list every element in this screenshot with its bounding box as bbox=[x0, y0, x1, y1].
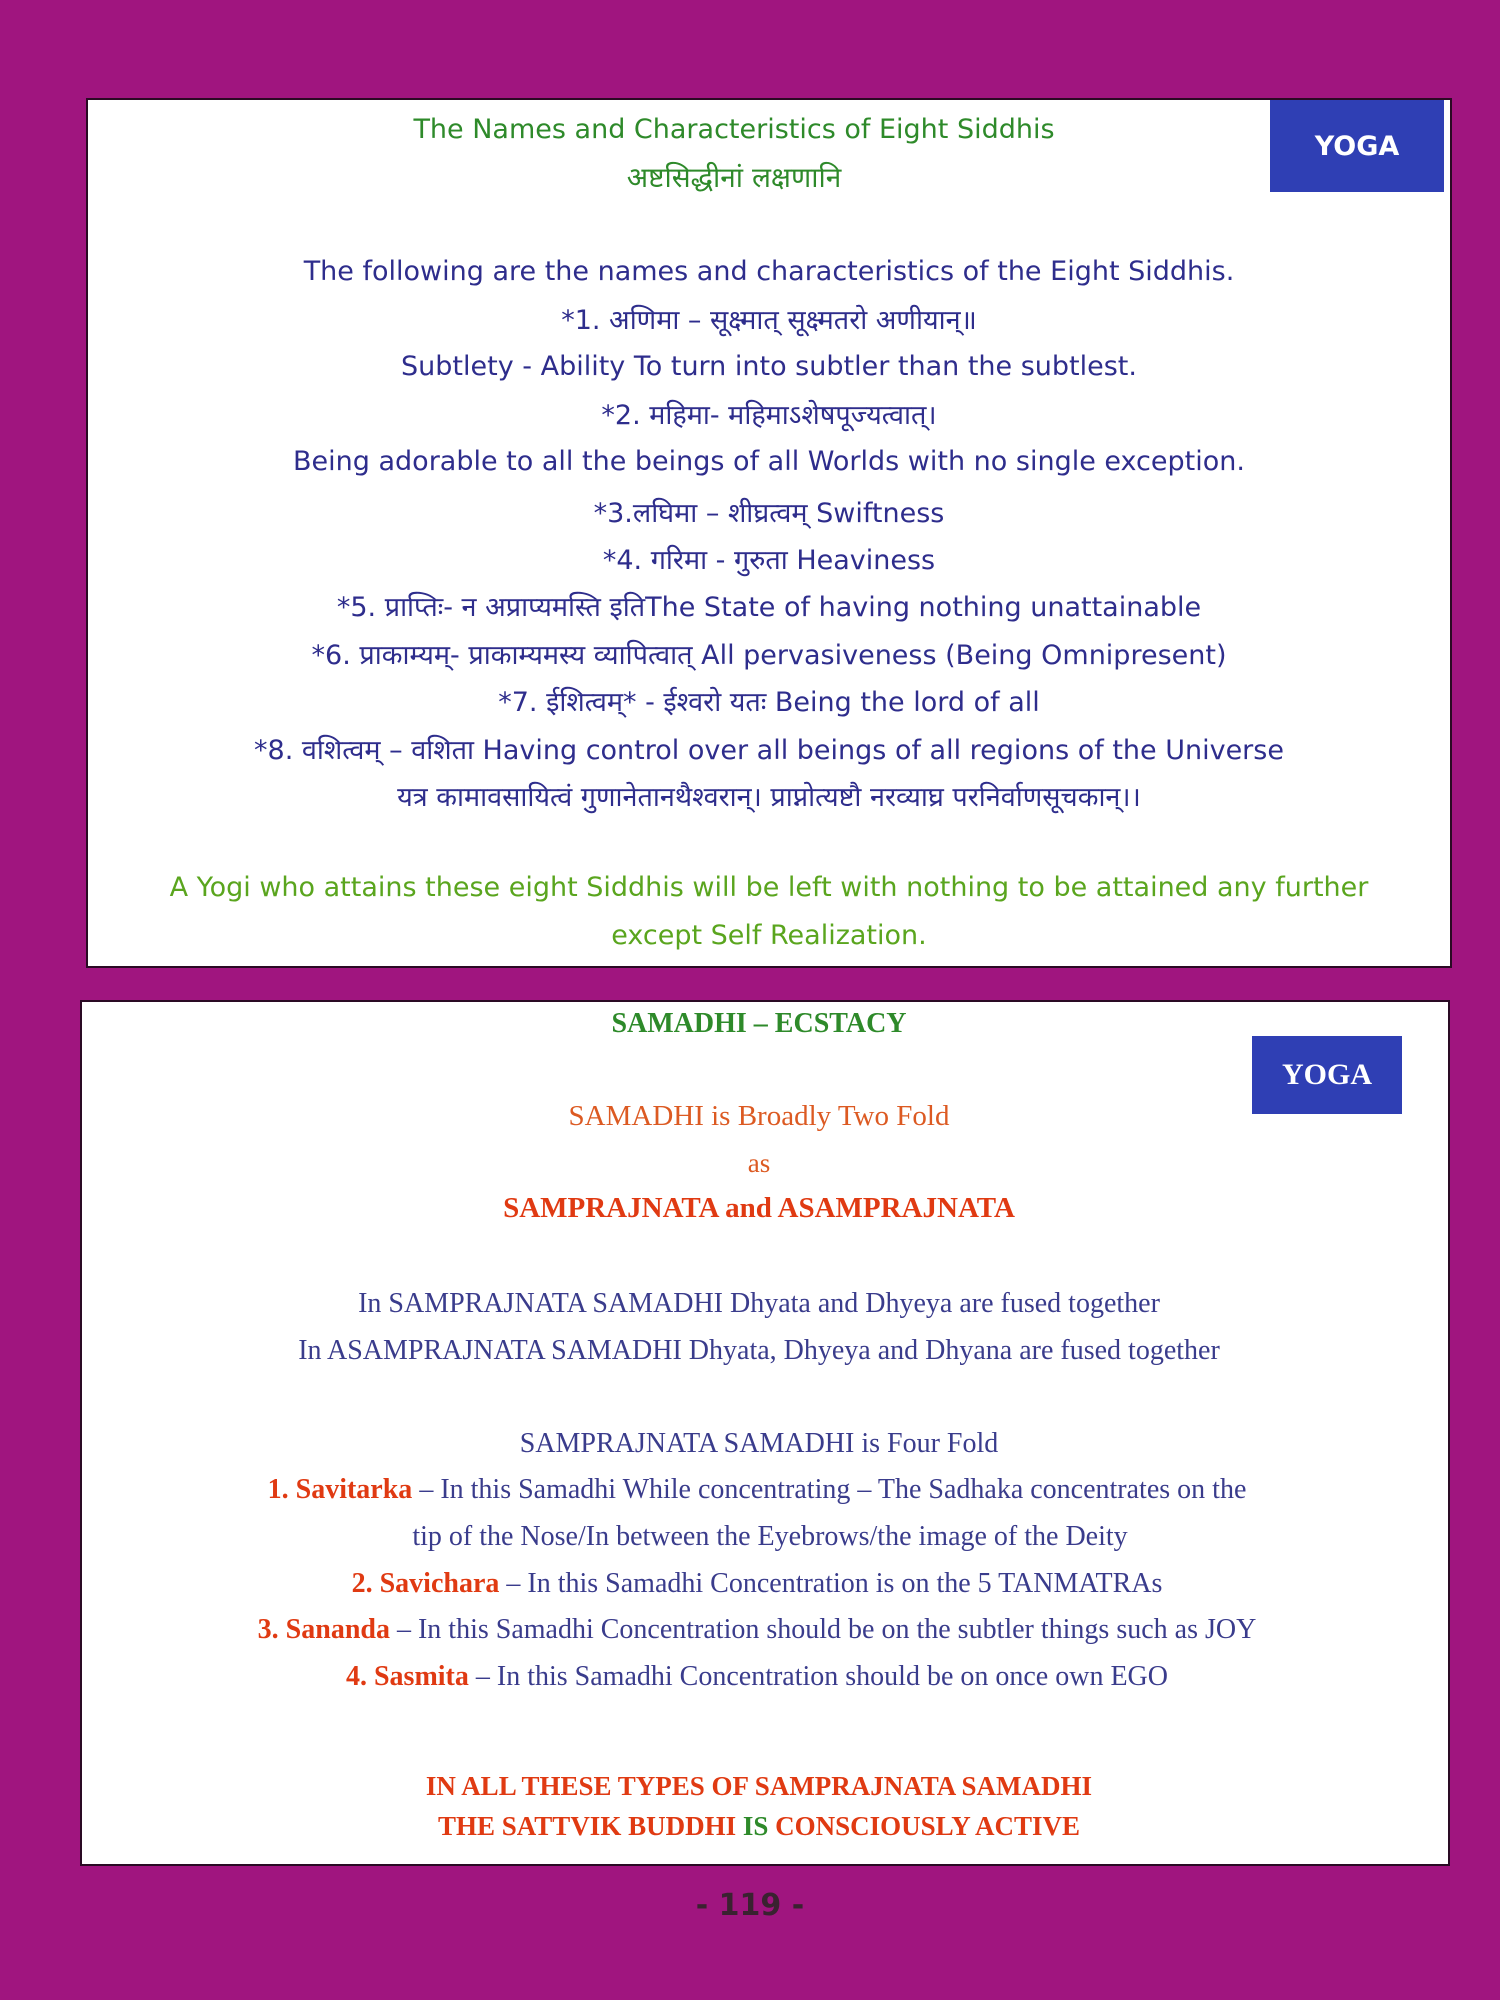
siddhis-title-sanskrit: अष्टसिद्धीनां लक्षणानि bbox=[626, 161, 842, 194]
footer-consciously: CONSCIOUSLY ACTIVE bbox=[775, 1811, 1080, 1841]
list-item bbox=[66, 1474, 1448, 1506]
samadhi-fourfold: SAMPRAJNATA SAMADHI is Four Fold bbox=[519, 1428, 999, 1459]
siddhi-line: *7. ईशित्वम्* - ईश्वरो यतः Being the lord of all bbox=[498, 687, 1040, 718]
page-number: - 119 - bbox=[695, 1888, 805, 1923]
siddhis-conclusion: A Yogi who attains these eight Siddhis will be left with nothing to be attained any further bbox=[169, 872, 1369, 903]
list-item bbox=[66, 1661, 1448, 1693]
samadhi-subtitle: SAMADHI is Broadly Two Fold bbox=[568, 1100, 950, 1132]
samadhi-fused-1: In SAMPRAJNATA SAMADHI Dhyata and Dhyeya are fused together bbox=[358, 1288, 1160, 1319]
footer-sattvik: THE SATTVIK BUDDHI bbox=[438, 1811, 737, 1841]
siddhi-line: *6. प्राकाम्यम्- प्राकाम्यमस्य व्यापित्वात् All pervasiveness (Being Omnipresent) bbox=[311, 640, 1227, 671]
list-item-label: 1. Savitarka bbox=[267, 1474, 413, 1505]
samadhi-footer-1: IN ALL THESE TYPES OF SAMPRAJNATA SAMADHI bbox=[425, 1771, 1093, 1801]
list-item-label: 3. Sananda bbox=[257, 1614, 390, 1645]
yoga-badge: YOGA bbox=[1270, 100, 1444, 192]
list-item bbox=[66, 1568, 1448, 1600]
siddhi-line: *1. अणिमा – सूक्ष्मात् सूक्ष्मतरो अणीयान्॥ bbox=[561, 305, 977, 336]
list-item-text: – In this Samadhi Concentration should be on the subtler things such as JOY bbox=[389, 1614, 1257, 1645]
siddhi-line: Subtlety - Ability To turn into subtler than the subtlest. bbox=[401, 351, 1137, 382]
siddhi-line: *8. वशित्वम् – वशिता Having control over all beings of all regions of the Universe bbox=[254, 735, 1284, 766]
samadhi-title: SAMADHI – ECSTACY bbox=[611, 1008, 907, 1039]
siddhi-line: Being adorable to all the beings of all Worlds with no single exception. bbox=[293, 446, 1245, 477]
list-item-text: – In this Samadhi Concentration should be on once own EGO bbox=[468, 1661, 1169, 1692]
list-item-label: 4. Sasmita bbox=[345, 1661, 469, 1692]
list-item-text: – In this Samadhi Concentration is on the 5 TANMATRAs bbox=[499, 1568, 1163, 1599]
list-item bbox=[66, 1614, 1448, 1646]
siddhis-panel bbox=[86, 98, 1452, 968]
list-item-text: – In this Samadhi While concentrating – The Sadhaka concentrates on the bbox=[412, 1474, 1247, 1505]
samadhi-panel bbox=[80, 1000, 1450, 1866]
samadhi-fused-2: In ASAMPRAJNATA SAMADHI Dhyata, Dhyeya and Dhyana are fused together bbox=[298, 1335, 1220, 1366]
siddhi-line: *5. प्राप्तिः- न अप्राप्यमस्ति इतिThe State of having nothing unattainable bbox=[336, 592, 1202, 623]
list-item-continued: tip of the Nose/In between the Eyebrows/the image of the Deity bbox=[412, 1521, 1128, 1552]
samadhi-footer-2 bbox=[70, 1811, 1448, 1842]
siddhi-line: *3.लघिमा – शीघ्रत्वम् Swiftness bbox=[593, 498, 945, 529]
siddhis-conclusion-2: except Self Realization. bbox=[611, 920, 927, 951]
list-item-label: 2. Savichara bbox=[351, 1568, 500, 1599]
samadhi-subtitle-types: SAMPRAJNATA and ASAMPRAJNATA bbox=[503, 1192, 1015, 1224]
siddhi-line: *2. महिमा- महिमाऽशेषपूज्यत्वात्। bbox=[601, 400, 937, 431]
samadhi-subtitle-as: as bbox=[747, 1148, 771, 1178]
siddhis-intro: The following are the names and characteristics of the Eight Siddhis. bbox=[303, 256, 1235, 287]
footer-is: IS bbox=[736, 1811, 776, 1841]
yoga-badge: YOGA bbox=[1252, 1036, 1402, 1114]
siddhi-line: यत्र कामावसायित्वं गुणानेतानथैश्वरान्। प्राप्नोत्यष्टौ नरव्याघ्र परनिर्वाणसूचकान्।। bbox=[397, 782, 1141, 813]
siddhis-title: The Names and Characteristics of Eight Siddhis bbox=[413, 114, 1055, 145]
siddhi-line: *4. गरिमा - गुरुता Heaviness bbox=[602, 545, 936, 576]
